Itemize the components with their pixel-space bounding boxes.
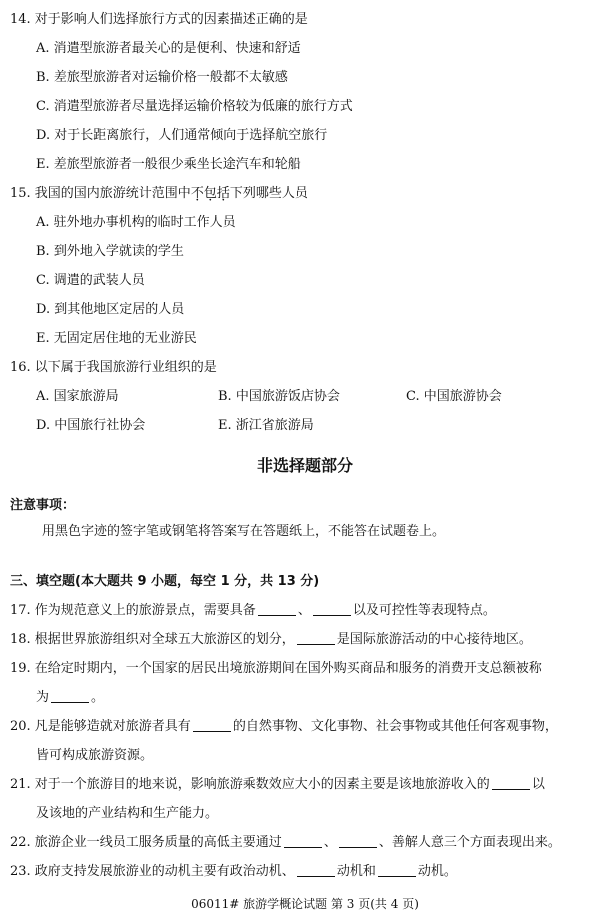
q19-text-b: 。 — [91, 690, 105, 705]
q16-option-c: C. 中国旅游协会 — [406, 389, 502, 404]
q17-blank-1[interactable] — [258, 603, 296, 616]
question-15-stem — [10, 185, 308, 203]
q18-text-a: 18. 根据世界旅游组织对全球五大旅游区的划分， — [10, 632, 295, 647]
section-title: 非选择题部分 — [256, 456, 353, 475]
q17-text-a: 17. 作为规范意义上的旅游景点，需要具备 — [10, 603, 256, 618]
question-18 — [10, 631, 532, 649]
question-19-line-1: 19. 在给定时期内，一个国家的居民出境旅游期间在国外购买商品和服务的消费开支总额被称 — [10, 661, 542, 676]
q22-blank-2[interactable] — [339, 835, 377, 848]
q23-text-a: 23. 政府支持发展旅游业的动机主要有政治动机、 — [10, 864, 295, 879]
q21-blank-1[interactable] — [492, 777, 530, 790]
question-22 — [10, 834, 561, 852]
q18-blank-1[interactable] — [297, 632, 335, 645]
q17-blank-2[interactable] — [313, 603, 351, 616]
q15-emph-3: 括 — [216, 186, 230, 201]
q22-text-a: 22. 旅游企业一线员工服务质量的高低主要通过 — [10, 835, 282, 850]
notice-body: 用黑色字迹的签字笔或钢笔将答案写在答题纸上，不能答在试题卷上。 — [42, 524, 446, 539]
q21-text-a: 21. 对于一个旅游目的地来说，影响旅游乘数效应大小的因素主要是该地旅游收入的 — [10, 777, 490, 792]
q19-blank-1[interactable] — [51, 690, 89, 703]
q23-text-c: 动机。 — [417, 864, 457, 879]
q20-text-a: 20. 凡是能够造就对旅游者具有 — [10, 719, 191, 734]
q20-text-b: 的自然事物、文化事物、社会事物或其他任何客观事物， — [232, 719, 558, 734]
q14-option-c: C. 消遣型旅游者尽量选择运输价格较为低廉的旅行方式 — [36, 99, 353, 114]
q22-blank-1[interactable] — [284, 835, 322, 848]
q15-option-a: A. 驻外地办事机构的临时工作人员 — [36, 215, 236, 230]
q16-option-e: E. 浙江省旅游局 — [218, 418, 314, 433]
question-21-line-2: 及该地的产业结构和生产能力。 — [36, 806, 219, 821]
q21-text-b: 以 — [531, 777, 545, 792]
q15-emph-1: 不 — [190, 186, 204, 201]
q22-text-b: 、 — [323, 835, 337, 850]
q18-text-b: 是国际旅游活动的中心接待地区。 — [336, 632, 532, 647]
q17-text-b: 、 — [297, 603, 311, 618]
q14-option-d: D. 对于长距离旅行，人们通常倾向于选择航空旅行 — [36, 128, 328, 143]
question-16-stem: 16. 以下属于我国旅游行业组织的是 — [10, 360, 217, 375]
q15-option-e: E. 无固定居住地的无业游民 — [36, 331, 197, 346]
part3-heading: 三、填空题(本大题共 9 小题，每空 1 分，共 13 分) — [10, 574, 320, 589]
q15-emph-2: 包 — [203, 186, 217, 201]
question-20-line-2: 皆可构成旅游资源。 — [36, 748, 154, 763]
q14-option-a: A. 消遣型旅游者最关心的是便利、快速和舒适 — [36, 41, 301, 56]
question-21-line-1 — [10, 776, 545, 794]
q16-option-a: A. 国家旅游局 — [36, 389, 119, 404]
q23-text-b: 动机和 — [336, 864, 376, 879]
question-17 — [10, 602, 496, 620]
q15-option-c: C. 调遣的武装人员 — [36, 273, 145, 288]
q15-option-b: B. 到外地入学就读的学生 — [36, 244, 184, 259]
q23-blank-1[interactable] — [297, 864, 335, 877]
q15-stem-post: 下列哪些人员 — [229, 186, 308, 201]
question-20-line-1 — [10, 718, 558, 736]
q15-stem-pre: 15. 我国的国内旅游统计范围中 — [10, 186, 191, 201]
q17-text-c: 以及可控性等表现特点。 — [352, 603, 496, 618]
q16-option-b: B. 中国旅游饭店协会 — [218, 389, 340, 404]
question-14-stem: 14. 对于影响人们选择旅行方式的因素描述正确的是 — [10, 12, 308, 27]
q19-text-a: 为 — [36, 690, 50, 705]
q15-option-d: D. 到其他地区定居的人员 — [36, 302, 185, 317]
q14-option-b: B. 差旅型旅游者对运输价格一般都不太敏感 — [36, 70, 288, 85]
question-19-line-2 — [36, 689, 104, 707]
page-footer: 06011# 旅游学概论试题 第 3 页(共 4 页) — [191, 897, 419, 911]
q23-blank-2[interactable] — [378, 864, 416, 877]
notice-heading: 注意事项： — [10, 498, 76, 513]
question-23 — [10, 863, 457, 881]
q20-blank-1[interactable] — [193, 719, 231, 732]
q14-option-e: E. 差旅型旅游者一般很少乘坐长途汽车和轮船 — [36, 157, 301, 172]
q22-text-c: 、善解人意三个方面表现出来。 — [378, 835, 561, 850]
q16-option-d: D. 中国旅行社协会 — [36, 418, 146, 433]
